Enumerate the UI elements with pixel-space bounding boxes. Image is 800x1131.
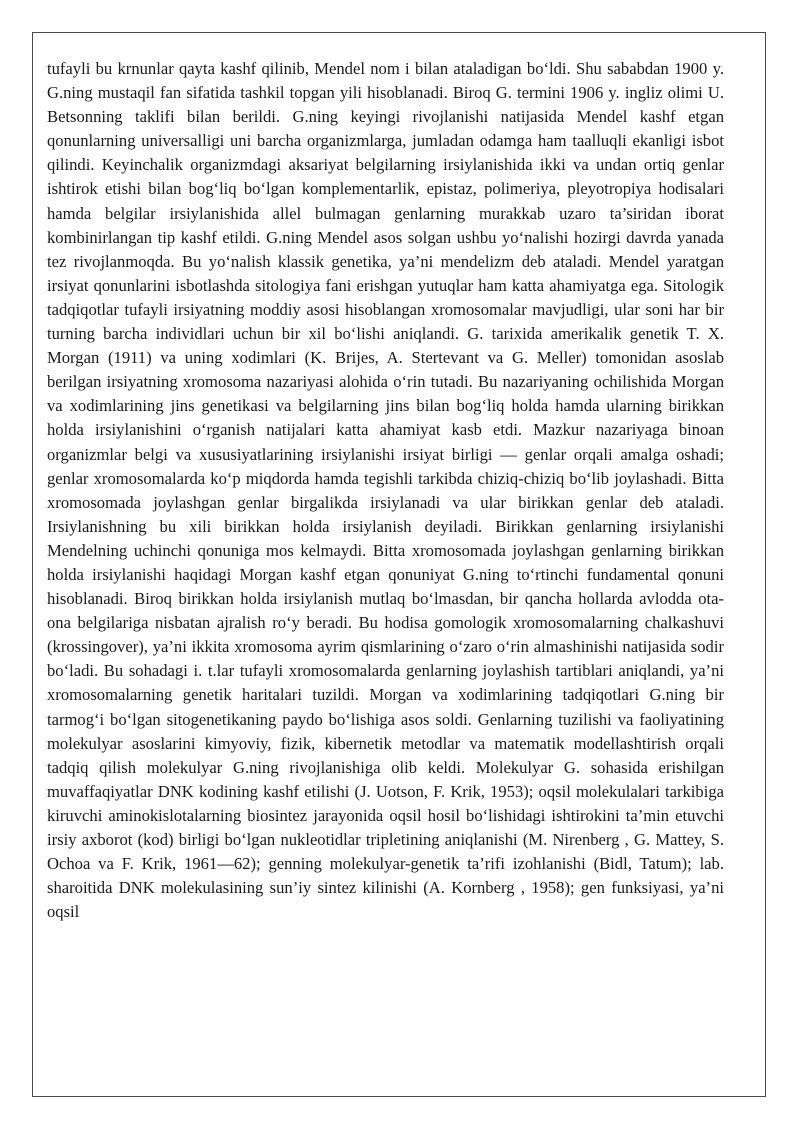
body-paragraph: tufayli bu krnunlar qayta kashf qilinib, Mendel nom i bilan ataladigan bo‘ldi. Shu sababdan 1900 y. G.ning mustaqil fan sifatida tashkil topgan yili hisoblanadi. Biroq G. termini 1906 y. ingliz olimi U. Betsonning taklifi bilan berildi. G.ning keyingi rivojlanishi natijasida Mendel kashf etgan qonunlarning universalligi uni barcha organizmlarga, jumladan odamga ham taalluqli ekanligi isbot qilindi. Keyinchalik organizmdagi aksariyat belgilarning irsiylanishida ikki va undan ortiq genlar ishtirok etishi bilan bog‘liq bo‘lgan komplementarlik, epistaz, polimeriya, pleyotropiya hodisalari hamda belgilar irsiylanishida allel bulmagan genlarning murakkab uzaro ta’siridan iborat kombinirlangan tip kashf etildi. G.ning Mendel asos solgan ushbu yo‘nalishi hozirgi davrda yanada tez rivojlanmoqda. Bu yo‘nalish klassik genetika, ya’ni mendelizm deb ataladi. Mendel yaratgan irsiyat qonunlarini isbotlashda sitologiya fani erishgan yutuqlar ham katta ahamiyatga ega. Sitologik tadqiqotlar tufayli irsiyatning moddiy asosi hisoblangan xromosomalar mavjudligi, ular soni har bir turning barcha individlari uchun bir xil bo‘lishi aniqlandi. G. tarixida amerikalik genetik T. X. Morgan (1911) va uning xodimlari (K. Brijes, A. Stertevant va G. Meller) tomonidan asoslab berilgan irsiyatning xromosoma nazariyasi alohida o‘rin tutadi. Bu nazariyaning ochilishida Morgan va xodimlarining jins genetikasi va belgilarning jins bilan bog‘liq holda hamda ularning birikkan holda irsiylanishini o‘rganish natijalari katta ahamiyat kasb etdi. Mazkur nazariyaga binoan organizmlar belgi va xususiyatlarining irsiylanishi irsiyat birligi — genlar orqali amalga oshadi; genlar xromosomalarda ko‘p miqdorda hamda tegishli tarkibda chiziq-chiziq bo‘lib joylashadi. Bitta xromosomada joylashgan genlar birgalikda irsiylanadi va ular birikkan genlar deb ataladi. Irsiylanishning bu xili birikkan holda irsiylanish deyiladi. Birikkan genlarning irsiylanishi Mendelning uchinchi qonuniga mos kelmaydi. Bitta xromosomada joylashgan genlarning birikkan holda irsiylanishi haqidagi Morgan kashf etgan qonuniyat G.ning to‘rtinchi fundamental qonuni hisoblanadi. Biroq birikkan holda irsiylanish mutlaq bo‘lmasdan, bir qancha hollarda avlodda ota-ona belgilariga nisbatan ajralish ro‘y beradi. Bu hodisa gomologik xromosomalarning chalkashuvi (krossingover), ya’ni ikkita xromosoma ayrim qismlarining o‘zaro o‘rin almashinishi natijasida sodir bo‘ladi. Bu sohadagi i. t.lar tufayli xromosomalarda genlarning joylashish tartiblari aniqlandi, ya’ni xromosomalarning genetik haritalari tuzildi. Morgan va xodimlarining tadqiqotlari G.ning bir tarmog‘i bo‘lgan sitogenetikaning paydo bo‘lishiga asos soldi. Genlarning tuzilishi va faoliyatining molekulyar asoslarini kimyoviy, fizik, kibernetik metodlar va matematik modellashtirish orqali tadqiq qilish molekulyar G.ning rivojlanishiga olib keldi. Molekulyar G. sohasida erishilgan muvaffaqiyatlar DNK kodining kashf etilishi (J. Uotson, F. Krik, 1953); oqsil molekulalari tarkibiga kiruvchi aminokislotalarning biosintez jarayonida oqsil hosil bo‘lishidagi ishtirokini ta’min etuvchi irsiy axborot (kod) birligi bo‘lgan nukleotidlar tripletining aniqlanishi (M. Nirenberg , G. Mattey, S. Ochoa va F. Krik, 1961—62); genning molekulyar-genetik ta’rifi izohlanishi (Bidl, Tatum); lab. sharoitida DNK molekulasining sun’iy sintez kilinishi (A. Kornberg , 1958); gen funksiyasi, ya’ni oqsil (47, 59, 724, 922)
